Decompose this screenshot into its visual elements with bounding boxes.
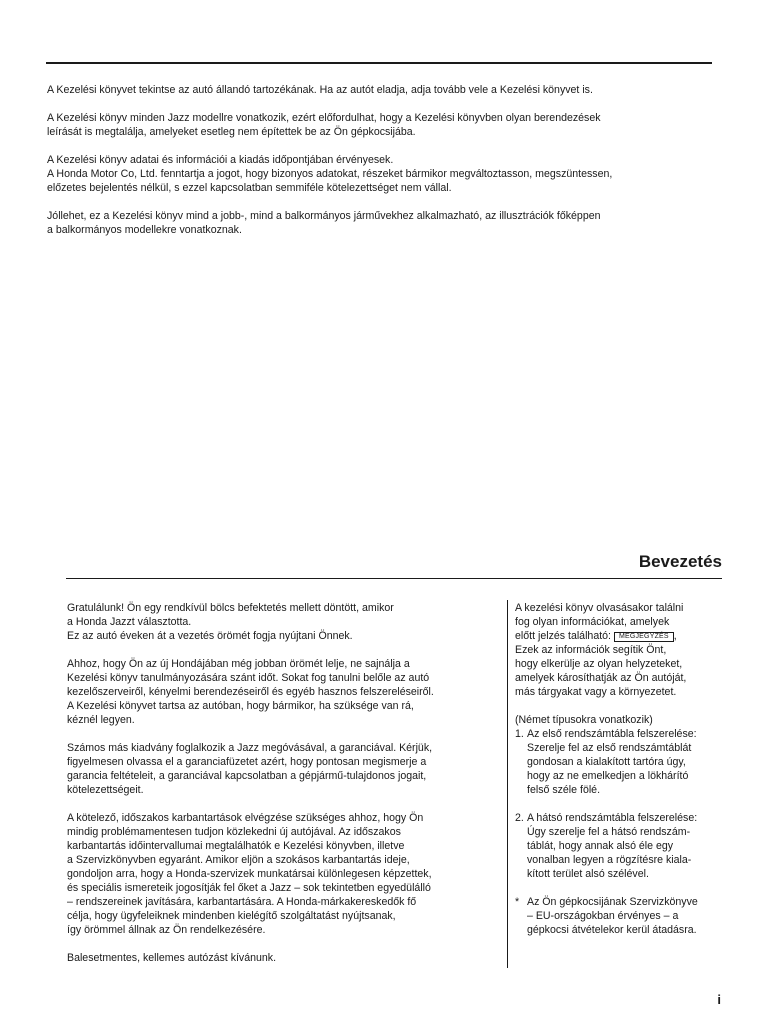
german-heading: (Német típusokra vonatkozik): [515, 714, 653, 726]
list-item-number: 2.: [515, 812, 524, 824]
closing-paragraph: Balesetmentes, kellemes autózást kívánunk.: [67, 952, 277, 964]
page-number: i: [717, 992, 721, 1007]
title-rule: [66, 578, 722, 579]
footnote-text: Az Ön gépkocsijának Szervizkönyve – EU-országokban érvényes – a gépkocsi átvételekor kerül átadásra.: [527, 896, 698, 936]
right-column: [515, 601, 730, 951]
list-item: [515, 811, 730, 881]
note-intro-text: A kezelési könyv olvasásakor találni fog olyan információkat, amelyek előtt jelzés található:: [515, 602, 684, 642]
note-intro-text-after: , Ezek az információk segítik Önt, hogy elkerülje az olyan helyzeteket, amelyek károsíthatják az Ön autóját, más tárgyakat vagy a környezetet.: [515, 630, 687, 698]
intro-paragraph: A Kezelési könyv minden Jazz modellre vonatkozik, ezért előfordulhat, hogy a Kezelési könyvben olyan berendezések leírását is megtalálja, amelyeket esetleg nem építettek be az Ön gépkocsijába.: [47, 112, 601, 138]
intro-paragraph: A Kezelési könyvet tekintse az autó állandó tartozékának. Ha az autót eladja, adja tovább vele a Kezelési könyvet is.: [47, 84, 593, 96]
section-title: Bevezetés: [638, 552, 722, 571]
body-paragraph: Számos más kiadvány foglalkozik a Jazz megóvásával, a garanciával. Kérjük, figyelmesen olvassa el a garanciafüzetet azért, hogy pontosan megismerje a garancia feltételeit, a garanciával kapcsolatban a gépjármű-tulajdonos jogait, kötelezettségeit.: [67, 742, 433, 796]
intro-paragraph: A Kezelési könyv adatai és információi a kiadás időpontjában érvényesek. A Honda Motor Co, Ltd. fenntartja a jogot, hogy bizonyos adatokat, részeket bármikor megváltoztasson, megszüntessen, előzetes bejelentés nélkül, s ezzel kapcsolatban semmiféle kötelezettséget nem vállal.: [47, 154, 613, 194]
footnote-marker: *: [515, 896, 520, 908]
left-column: [67, 601, 499, 979]
body-paragraph: A kötelező, időszakos karbantartások elvégzése szükséges ahhoz, hogy Ön mindig problémamentesen tudjon közlekedni új autójával. Az időszakos karbantartás időintervallumai megtalálhatók e Kezelési könyvben, illetve a Szervizkönyvben egyaránt. Amikor eljön a szokásos karbantartás ideje, gondoljon arra, hogy a Honda-szervizek munkatársai különlegesen képzettek, és speciális ismereteik jogosítják fel őket a Jazz – sok tekintetben egyedülálló – rendszereinek javítására, karbantartására. A Honda-márkakereskedők fő célja, hogy ügyfeleiknek mindenben kielégítő szolgáltatást nyújtsanak, így örömmel állnak az Ön rendelkezésére.: [67, 812, 432, 936]
body-paragraph: Ahhoz, hogy Ön az új Hondájában még jobban örömét lelje, ne sajnálja a Kezelési könyv tanulmányozására szánt időt. Sokat fog tanulni belőle az autó kezelőszerveiről, kényelmi berendezéseiről és egyéb hasznos felszereléseiről. A Kezelési könyvet tartsa az autóban, hogy bármikor, ha szüksége van rá, kéznél legyen.: [67, 658, 434, 726]
list-item: [515, 727, 730, 797]
note-badge: MEGJEGYZÉS: [614, 632, 674, 642]
list-item-text: Az első rendszámtábla felszerelése: Szerelje fel az első rendszámtáblát gondosan a kialakított tartóra úgy, hogy az ne emelkedjen a lökhárító felső széle fölé.: [527, 728, 697, 796]
list-item-text: A hátsó rendszámtábla felszerelése: Úgy szerelje fel a hátsó rendszám- táblát, hogy annak alsó éle egy vonalban legyen a rögzítésre kiala- kított terület alsó szélével.: [527, 812, 698, 880]
list-item-number: 1.: [515, 728, 524, 740]
intro-paragraph: Jóllehet, ez a Kezelési könyv mind a jobb-, mind a balkormányos járművekhez alkalmazható, az illusztrációk főképpen a balkormányos modellekre vonatkoznak.: [47, 210, 601, 236]
footnote: [515, 895, 730, 937]
column-divider: [507, 600, 508, 968]
body-paragraph: Gratulálunk! Ön egy rendkívül bölcs befektetés mellett döntött, amikor a Honda Jazzt választotta. Ez az autó éveken át a vezetés örömét fogja nyújtani Önnek.: [67, 602, 394, 642]
intro-section: [47, 83, 727, 251]
note-intro: [515, 601, 730, 699]
top-rule: [46, 62, 712, 64]
